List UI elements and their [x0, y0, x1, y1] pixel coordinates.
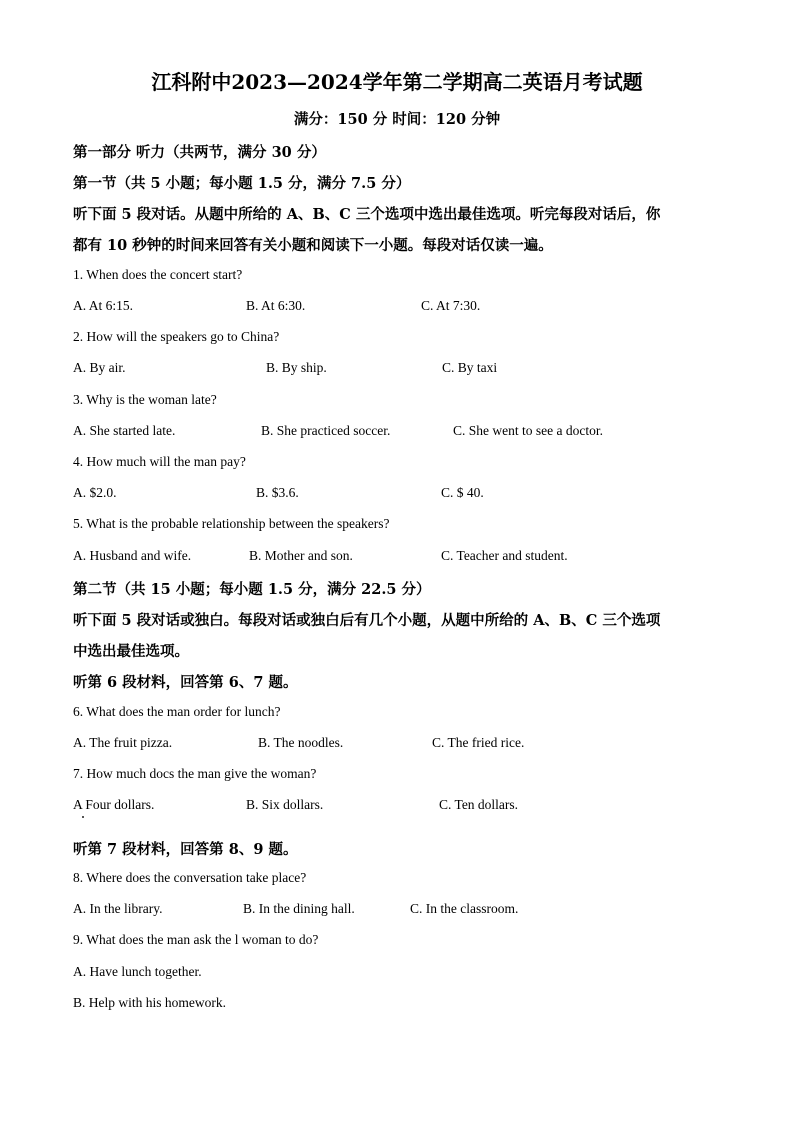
question-4-option-b: B. $3.6. [256, 485, 299, 500]
question-6-option-c: C. The fried rice. [432, 735, 525, 750]
question-9-option-a: A. Have lunch together. [73, 964, 202, 979]
stray-mark [82, 816, 84, 818]
exam-score-time: 满分：150 分 时间：120 分钟 [293, 111, 501, 128]
question-3: 3. Why is the woman late? [73, 392, 217, 407]
question-7: 7. How much docs the man give the woman? [73, 766, 317, 781]
question-2-option-a: A. By air. [73, 360, 126, 375]
question-4-option-a: A. $2.0. [73, 485, 117, 500]
question-6-option-a: A. The fruit pizza. [73, 735, 173, 750]
section1-heading: 第一节（共 5 小题；每小题 1.5 分，满分 7.5 分） [73, 175, 411, 192]
question-7-option-a: A Four dollars. [73, 797, 155, 812]
section2-instruction-line1: 听下面 5 段对话或独白。每段对话或独白后有几个小题，从题中所给的 A、B、C 三个选项 [73, 612, 661, 629]
question-1-option-a: A. At 6:15. [73, 298, 134, 313]
question-3-option-c: C. She went to see a doctor. [453, 423, 603, 438]
question-6-option-b: B. The noodles. [258, 735, 344, 750]
question-1: 1. When does the concert start? [73, 267, 243, 282]
question-5-option-a: A. Husband and wife. [73, 548, 192, 563]
question-4-option-c: C. $ 40. [441, 485, 484, 500]
question-5-option-b: B. Mother and son. [249, 548, 353, 563]
section2-heading: 第二节（共 15 小题；每小题 1.5 分，满分 22.5 分） [73, 581, 431, 598]
question-9-option-b: B. Help with his homework. [73, 995, 226, 1010]
question-3-option-a: A. She started late. [73, 423, 176, 438]
part1-heading: 第一部分 听力（共两节，满分 30 分） [73, 144, 326, 161]
question-5-option-c: C. Teacher and student. [441, 548, 568, 563]
question-8: 8. Where does the conversation take place? [73, 870, 307, 885]
question-9: 9. What does the man ask the l woman to do? [73, 932, 319, 947]
question-7-option-b: B. Six dollars. [246, 797, 324, 812]
material-7-heading: 听第 7 段材料，回答第 8、9 题。 [73, 841, 298, 858]
question-2: 2. How will the speakers go to China? [73, 329, 280, 344]
question-8-option-a: A. In the library. [73, 901, 163, 916]
question-6: 6. What does the man order for lunch? [73, 704, 281, 719]
exam-title: 江科附中2023—2024学年第二学期高二英语月考试题 [151, 70, 643, 94]
section1-instruction-line1: 听下面 5 段对话。从题中所给的 A、B、C 三个选项中选出最佳选项。听完每段对话后，你 [73, 206, 661, 223]
question-2-option-b: B. By ship. [266, 360, 327, 375]
section2-instruction-line2: 中选出最佳选项。 [73, 643, 189, 660]
question-4: 4. How much will the man pay? [73, 454, 246, 469]
question-1-option-c: C. At 7:30. [421, 298, 481, 313]
question-8-option-c: C. In the classroom. [410, 901, 519, 916]
question-8-option-b: B. In the dining hall. [243, 901, 355, 916]
question-3-option-b: B. She practiced soccer. [261, 423, 391, 438]
question-1-option-b: B. At 6:30. [246, 298, 306, 313]
material-6-heading: 听第 6 段材料，回答第 6、7 题。 [73, 674, 298, 691]
section1-instruction-line2: 都有 10 秒钟的时间来回答有关小题和阅读下一小题。每段对话仅读一遍。 [73, 237, 553, 254]
question-5: 5. What is the probable relationship between the speakers? [73, 516, 390, 531]
question-2-option-c: C. By taxi [442, 360, 498, 375]
question-7-option-c: C. Ten dollars. [439, 797, 519, 812]
